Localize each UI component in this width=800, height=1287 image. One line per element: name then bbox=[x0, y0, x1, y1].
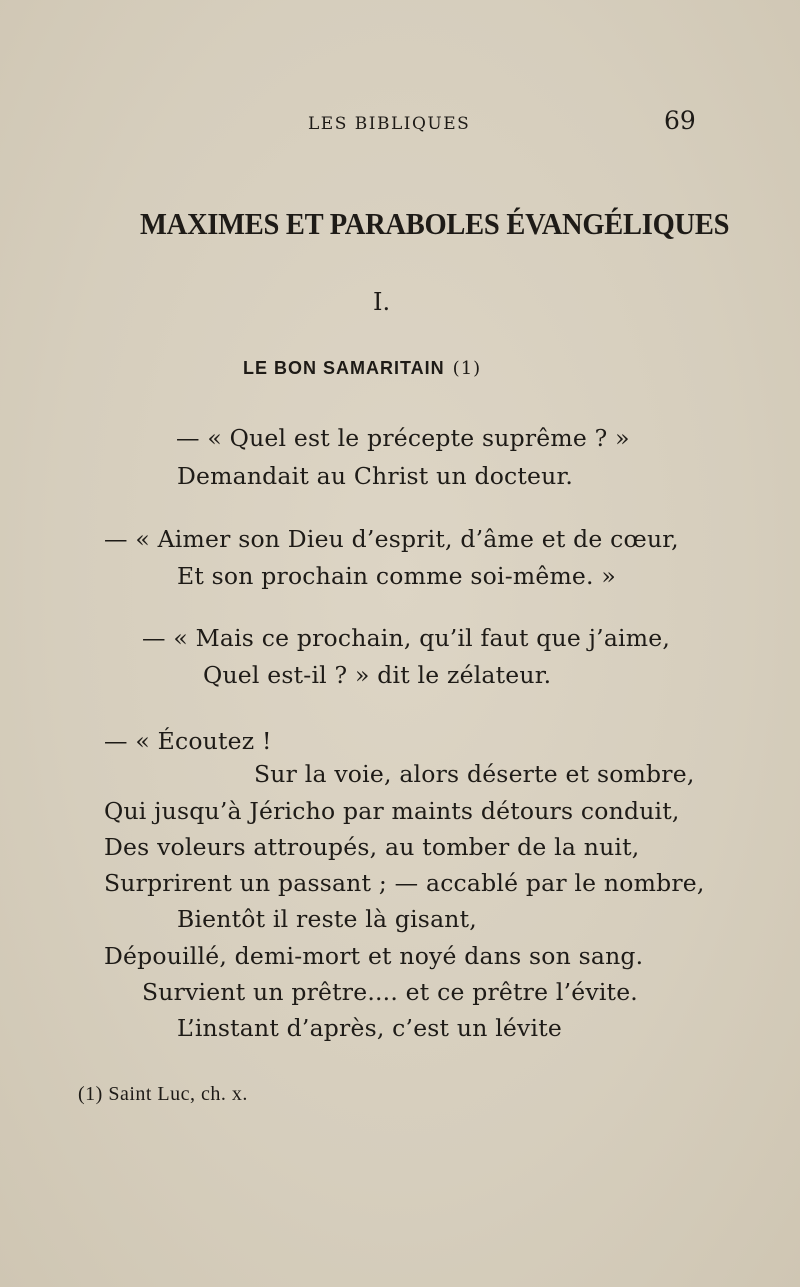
poem-line: Survient un prêtre.... et ce prêtre l’évite. bbox=[142, 978, 638, 1006]
poem-line: Dépouillé, demi-mort et noyé dans son sang. bbox=[104, 942, 644, 970]
chapter-title: MAXIMES ET PARABOLES ÉVANGÉLIQUES bbox=[140, 206, 730, 241]
section-title-text: LE BON SAMARITAIN bbox=[243, 358, 445, 378]
poem-line: L’instant d’après, c’est un lévite bbox=[177, 1014, 562, 1042]
poem-line: — « Aimer son Dieu d’esprit, d’âme et de cœur, bbox=[104, 525, 679, 553]
poem-line: Qui jusqu’à Jéricho par maints détours conduit, bbox=[104, 797, 680, 825]
footnote-reference: (1) bbox=[452, 358, 482, 379]
poem-line: Demandait au Christ un docteur. bbox=[177, 462, 574, 490]
poem-line: Et son prochain comme soi-même. » bbox=[177, 562, 616, 590]
poem-line: Quel est-il ? » dit le zélateur. bbox=[203, 661, 552, 689]
running-title: LES BIBLIQUES bbox=[308, 114, 471, 134]
poem-line: — « Quel est le précepte suprême ? » bbox=[176, 424, 630, 452]
section-title bbox=[243, 358, 481, 379]
poem-line: Surprirent un passant ; — accablé par le nombre, bbox=[104, 869, 705, 897]
part-number: I. bbox=[373, 288, 391, 316]
poem-line: — « Mais ce prochain, qu’il faut que j’aime, bbox=[142, 624, 671, 652]
page-number: 69 bbox=[664, 106, 696, 135]
poem-line: Bientôt il reste là gisant, bbox=[177, 905, 477, 933]
poem-line: — « Écoutez ! bbox=[104, 727, 272, 755]
poem-line: Des voleurs attroupés, au tomber de la nuit, bbox=[104, 833, 640, 861]
footnote: (1) Saint Luc, ch. x. bbox=[78, 1083, 248, 1105]
poem-line: Sur la voie, alors déserte et sombre, bbox=[254, 760, 695, 788]
